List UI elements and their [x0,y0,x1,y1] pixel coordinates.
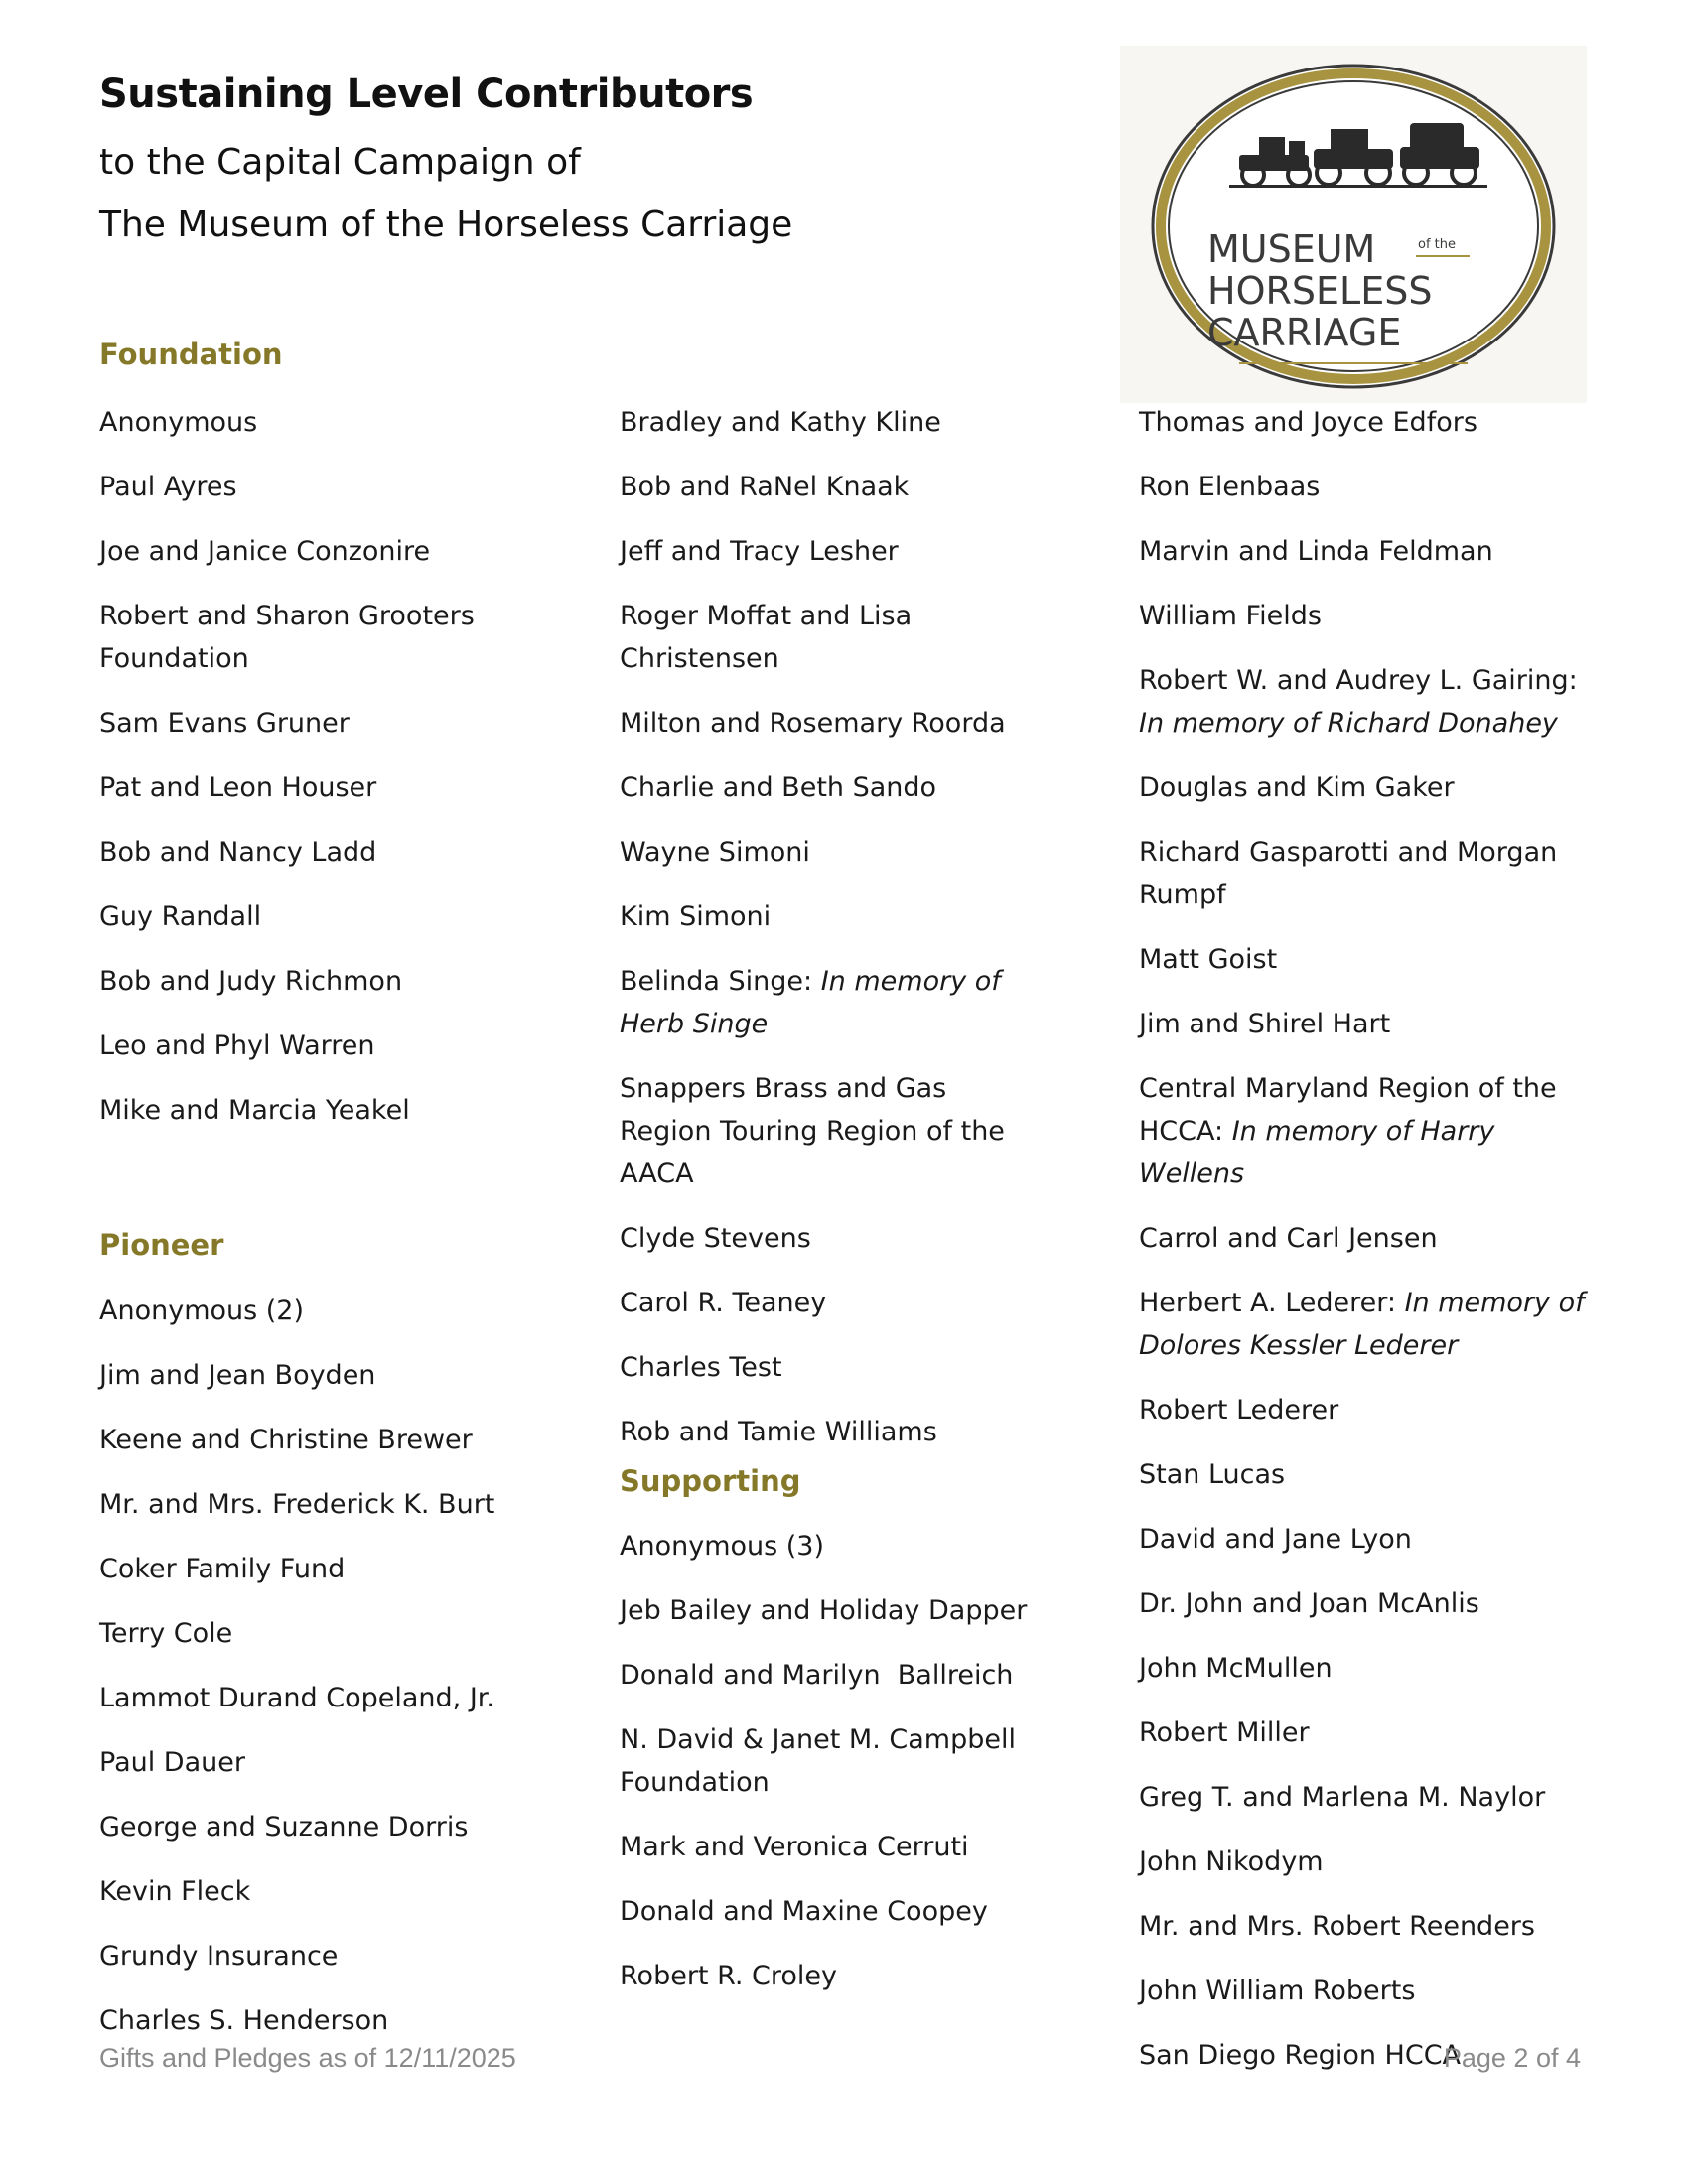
section-heading-pioneer: Pioneer [99,1228,224,1262]
contributor: Roger Moffat and Lisa Christensen [620,601,913,674]
contributor: Douglas and Kim Gaker [1139,772,1455,803]
contributor: John Nikodym [1139,1846,1324,1877]
contributor: Stan Lucas [1139,1459,1286,1490]
contributor: Ron Elenbaas [1139,472,1321,502]
contributor: Donald and Maxine Coopey [620,1896,988,1927]
contributor: John McMullen [1139,1653,1333,1684]
contributor: David and Jane Lyon [1139,1524,1412,1555]
page-title: Sustaining Level Contributors [99,71,754,117]
contributor: Snappers Brass and Gas Region Touring Region of the AACA [620,1073,1005,1189]
contributor: Robert and Sharon Grooters Foundation [99,601,475,674]
contributor: Mark and Veronica Cerruti [620,1832,969,1862]
contributor: Anonymous [99,407,258,438]
memorial-note: In memory of Harry Wellens [1139,1116,1495,1189]
contributor: Mike and Marcia Yeakel [99,1095,410,1126]
contributor: Bob and Nancy Ladd [99,837,377,868]
contributor: Robert Lederer [1139,1395,1339,1426]
contributor: Greg T. and Marlena M. Naylor [1139,1782,1546,1813]
footer-date: Gifts and Pledges as of 12/11/2025 [99,2043,516,2073]
contributor: Jim and Jean Boyden [99,1360,376,1391]
contributor: Bob and RaNel Knaak [620,472,910,502]
section-heading-foundation: Foundation [99,338,283,371]
contributor-memorial [1139,1067,1586,1195]
contributor: Carol R. Teaney [620,1288,827,1318]
contributor-name: Central Maryland Region of the HCCA: [1139,1073,1557,1147]
contributor: Matt Goist [1139,944,1278,975]
contributor: Anonymous (2) [99,1296,305,1326]
contributor-memorial [1139,1282,1586,1367]
contributor: Dr. John and Joan McAnlis [1139,1588,1479,1619]
logo-text-museum: MUSEUM [1207,227,1376,271]
contributor: Rob and Tamie Williams [620,1417,937,1447]
page-subtitle-line2: The Museum of the Horseless Carriage [99,205,793,245]
contributor: Milton and Rosemary Roorda [620,708,1006,739]
contributor: San Diego Region HCCA [1139,2040,1462,2071]
contributor: Kevin Fleck [99,1876,251,1907]
contributor: Paul Dauer [99,1747,245,1778]
contributor-memorial [620,960,1047,1045]
contributor: Pat and Leon Houser [99,772,377,803]
contributor: Grundy Insurance [99,1941,339,1972]
contributor: Jeff and Tracy Lesher [620,536,899,567]
memorial-note: In memory of Herb Singe [620,966,1001,1039]
supporting-list-col2 [620,1525,1047,2019]
contributor: Jeb Bailey and Holiday Dapper [620,1595,1028,1626]
logo-text-of-the: of the [1418,237,1456,252]
supporting-list-col3 [1139,401,1586,2099]
contributor: Bob and Judy Richmon [99,966,403,997]
contributor: Kim Simoni [620,901,772,932]
foundation-list-col2 [620,401,1047,1475]
contributor: Carrol and Carl Jensen [1139,1223,1438,1254]
contributor-memorial [1139,659,1586,745]
contributor: Mr. and Mrs. Robert Reenders [1139,1911,1535,1942]
memorial-note: In memory of Richard Donahey [1139,708,1558,739]
memorial-note: In memory of Dolores Kessler Lederer [1139,1288,1585,1361]
contributor: Wayne Simoni [620,837,810,868]
contributor: Richard Gasparotti and Morgan Rumpf [1139,837,1558,910]
contributor-name: Herbert A. Lederer: [1139,1288,1396,1318]
contributor: Charles S. Henderson [99,2005,389,2036]
contributor: Coker Family Fund [99,1554,346,1584]
contributor: Donald and Marilyn Ballreich [620,1660,1014,1691]
contributor: Mr. and Mrs. Frederick K. Burt [99,1489,495,1520]
section-heading-supporting: Supporting [620,1464,801,1498]
pioneer-list-col1 [99,1290,536,2064]
foundation-list-col1 [99,401,536,1154]
museum-logo [1120,46,1587,403]
logo-text-carriage: CARRIAGE [1207,311,1402,354]
contributor: Marvin and Linda Feldman [1139,536,1493,567]
logo-text-horseless: HORSELESS [1207,269,1433,313]
contributor-name: Robert W. and Audrey L. Gairing: [1139,665,1578,696]
contributor: William Fields [1139,601,1322,631]
contributor: Guy Randall [99,901,262,932]
contributor: Paul Ayres [99,472,237,502]
contributor: Joe and Janice Conzonire [99,536,431,567]
page-number: Page 2 of 4 [1443,2043,1581,2073]
contributor: Thomas and Joyce Edfors [1139,407,1477,438]
contributor: Terry Cole [99,1618,233,1649]
contributor: Charles Test [620,1352,782,1383]
contributor: Bradley and Kathy Kline [620,407,941,438]
contributor: Jim and Shirel Hart [1139,1009,1391,1039]
contributor: Sam Evans Gruner [99,708,350,739]
contributor: Robert R. Croley [620,1961,838,1991]
contributor: George and Suzanne Dorris [99,1812,469,1843]
contributor: Clyde Stevens [620,1223,811,1254]
contributor: Anonymous (3) [620,1531,825,1562]
contributor: Lammot Durand Copeland, Jr. [99,1683,495,1713]
contributor: Robert Miller [1139,1717,1310,1748]
contributor: Charlie and Beth Sando [620,772,937,803]
contributor: Leo and Phyl Warren [99,1030,375,1061]
page-subtitle-line1: to the Capital Campaign of [99,142,581,183]
contributor-name: Belinda Singe: [620,966,813,997]
contributor: Keene and Christine Brewer [99,1425,473,1455]
contributor: N. David & Janet M. Campbell Foundation [620,1724,1016,1798]
contributor: John William Roberts [1139,1976,1416,2006]
